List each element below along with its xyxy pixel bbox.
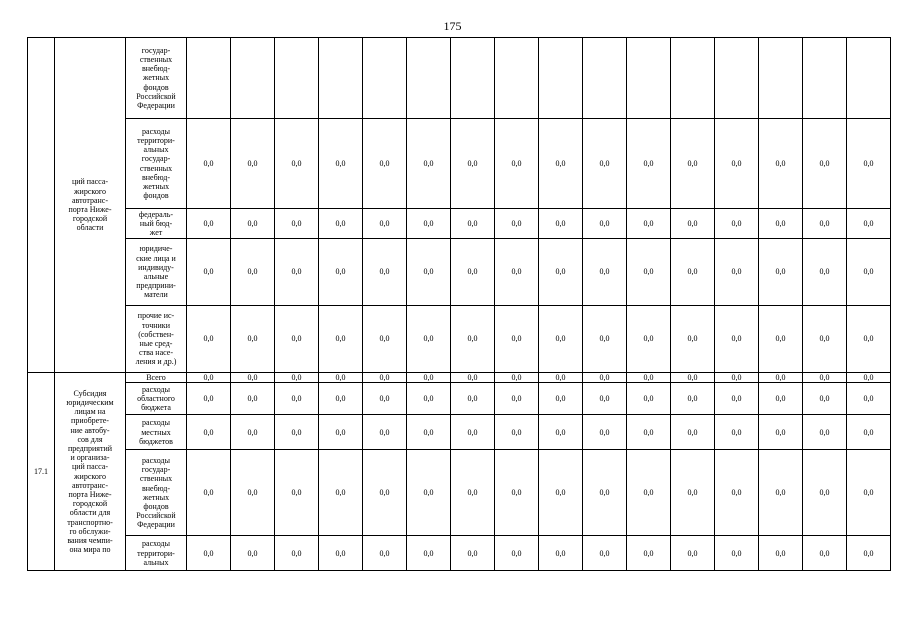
value-cell: 0,0: [495, 450, 539, 536]
value-cell: 0,0: [803, 239, 847, 306]
value-cell: 0,0: [539, 536, 583, 571]
value-cell: 0,0: [715, 239, 759, 306]
value-cell: 0,0: [363, 209, 407, 239]
value-cell: 0,0: [803, 373, 847, 383]
value-cell: 0,0: [583, 415, 627, 450]
value-cell: 0,0: [275, 450, 319, 536]
value-cell: 0,0: [715, 383, 759, 415]
value-cell: 0,0: [319, 306, 363, 373]
value-cell: 0,0: [583, 383, 627, 415]
value-cell: 0,0: [671, 119, 715, 209]
funding-source-cell: расходы территори- альных государ- ственных внебюд- жетных фондов: [126, 119, 187, 209]
value-cell: 0,0: [539, 383, 583, 415]
value-cell: 0,0: [495, 306, 539, 373]
value-cell: 0,0: [407, 306, 451, 373]
value-cell: 0,0: [407, 239, 451, 306]
value-cell: 0,0: [275, 209, 319, 239]
value-cell: 0,0: [803, 306, 847, 373]
value-cell: 0,0: [187, 239, 231, 306]
value-cell: 0,0: [583, 450, 627, 536]
value-cell: 0,0: [627, 415, 671, 450]
value-cell: 0,0: [363, 119, 407, 209]
value-cell: 0,0: [627, 536, 671, 571]
item-description-cell: ций пасса- жирского автотранс- порта Ниже- городской области: [55, 38, 126, 373]
value-cell: 0,0: [847, 306, 891, 373]
table-row: [28, 450, 891, 536]
value-cell: 0,0: [363, 373, 407, 383]
value-cell: 0,0: [319, 119, 363, 209]
value-cell: [495, 38, 539, 119]
value-cell: 0,0: [187, 119, 231, 209]
value-cell: [451, 38, 495, 119]
value-cell: [715, 38, 759, 119]
value-cell: 0,0: [451, 209, 495, 239]
table-row: [28, 373, 891, 383]
item-description-cell: Субсидия юридическим лицам на приобрете- ние автобу- сов для предприятий и организа- ций пасса- жирского автотранс- порта Ниже- городской области для транспортно- го обслужи- вания чемпи- она мира по: [55, 373, 126, 571]
value-cell: [583, 38, 627, 119]
funding-source-cell: федераль- ный бюд- жет: [126, 209, 187, 239]
value-cell: 0,0: [407, 536, 451, 571]
value-cell: 0,0: [319, 239, 363, 306]
value-cell: 0,0: [495, 209, 539, 239]
funding-source-cell: Всего: [126, 373, 187, 383]
value-cell: 0,0: [715, 209, 759, 239]
value-cell: 0,0: [451, 450, 495, 536]
value-cell: 0,0: [319, 373, 363, 383]
value-cell: 0,0: [671, 373, 715, 383]
value-cell: 0,0: [495, 415, 539, 450]
value-cell: 0,0: [671, 415, 715, 450]
value-cell: 0,0: [539, 415, 583, 450]
value-cell: [363, 38, 407, 119]
value-cell: 0,0: [407, 119, 451, 209]
value-cell: 0,0: [759, 536, 803, 571]
value-cell: 0,0: [275, 119, 319, 209]
value-cell: 0,0: [231, 536, 275, 571]
value-cell: 0,0: [187, 383, 231, 415]
funding-source-cell: государ- ственных внебюд- жетных фондов Российской Федерации: [126, 38, 187, 119]
funding-source-cell: расходы областного бюджета: [126, 383, 187, 415]
item-code-cell: 17.1: [28, 373, 55, 571]
value-cell: 0,0: [627, 306, 671, 373]
value-cell: 0,0: [803, 209, 847, 239]
value-cell: 0,0: [231, 383, 275, 415]
value-cell: 0,0: [803, 415, 847, 450]
value-cell: [407, 38, 451, 119]
value-cell: 0,0: [363, 415, 407, 450]
value-cell: 0,0: [583, 119, 627, 209]
value-cell: 0,0: [759, 239, 803, 306]
value-cell: 0,0: [715, 450, 759, 536]
value-cell: 0,0: [363, 383, 407, 415]
value-cell: 0,0: [803, 119, 847, 209]
value-cell: 0,0: [583, 209, 627, 239]
value-cell: 0,0: [759, 450, 803, 536]
page-number: 175: [443, 19, 462, 33]
value-cell: 0,0: [847, 209, 891, 239]
funding-source-cell: юридиче- ские лица и индивиду- альные предприни- матели: [126, 239, 187, 306]
value-cell: 0,0: [319, 415, 363, 450]
value-cell: 0,0: [275, 306, 319, 373]
value-cell: 0,0: [759, 119, 803, 209]
value-cell: 0,0: [583, 536, 627, 571]
value-cell: [275, 38, 319, 119]
value-cell: [847, 38, 891, 119]
value-cell: 0,0: [671, 536, 715, 571]
funding-source-cell: расходы государ- ственных внебюд- жетных фондов Российской Федерации: [126, 450, 187, 536]
value-cell: 0,0: [319, 383, 363, 415]
table-row: [28, 383, 891, 415]
value-cell: 0,0: [187, 209, 231, 239]
value-cell: [319, 38, 363, 119]
value-cell: 0,0: [451, 119, 495, 209]
value-cell: 0,0: [803, 450, 847, 536]
value-cell: 0,0: [539, 119, 583, 209]
value-cell: 0,0: [847, 119, 891, 209]
value-cell: 0,0: [231, 119, 275, 209]
value-cell: 0,0: [759, 415, 803, 450]
table-row: [28, 415, 891, 450]
value-cell: 0,0: [671, 209, 715, 239]
funding-source-cell: расходы местных бюджетов: [126, 415, 187, 450]
item-code-cell: [28, 38, 55, 373]
value-cell: 0,0: [847, 415, 891, 450]
value-cell: 0,0: [671, 383, 715, 415]
value-cell: 0,0: [187, 373, 231, 383]
value-cell: 0,0: [231, 306, 275, 373]
value-cell: 0,0: [363, 450, 407, 536]
value-cell: 0,0: [319, 450, 363, 536]
value-cell: 0,0: [847, 239, 891, 306]
value-cell: [803, 38, 847, 119]
value-cell: 0,0: [583, 373, 627, 383]
value-cell: 0,0: [803, 536, 847, 571]
value-cell: 0,0: [715, 373, 759, 383]
value-cell: 0,0: [407, 373, 451, 383]
value-cell: 0,0: [759, 306, 803, 373]
value-cell: 0,0: [231, 415, 275, 450]
value-cell: 0,0: [451, 239, 495, 306]
value-cell: 0,0: [715, 536, 759, 571]
value-cell: 0,0: [407, 415, 451, 450]
value-cell: 0,0: [187, 306, 231, 373]
value-cell: 0,0: [495, 239, 539, 306]
value-cell: 0,0: [319, 209, 363, 239]
value-cell: 0,0: [407, 209, 451, 239]
value-cell: [231, 38, 275, 119]
value-cell: [187, 38, 231, 119]
value-cell: 0,0: [275, 415, 319, 450]
value-cell: 0,0: [451, 306, 495, 373]
table-row: [28, 536, 891, 571]
value-cell: [671, 38, 715, 119]
value-cell: 0,0: [231, 239, 275, 306]
value-cell: 0,0: [495, 536, 539, 571]
value-cell: 0,0: [627, 239, 671, 306]
value-cell: 0,0: [495, 119, 539, 209]
value-cell: 0,0: [759, 383, 803, 415]
value-cell: 0,0: [187, 536, 231, 571]
value-cell: 0,0: [671, 306, 715, 373]
table-row: [28, 239, 891, 306]
value-cell: [627, 38, 671, 119]
value-cell: 0,0: [715, 119, 759, 209]
value-cell: 0,0: [847, 450, 891, 536]
value-cell: 0,0: [451, 373, 495, 383]
value-cell: 0,0: [627, 209, 671, 239]
value-cell: 0,0: [583, 239, 627, 306]
value-cell: 0,0: [583, 306, 627, 373]
value-cell: 0,0: [539, 306, 583, 373]
table-row: [28, 119, 891, 209]
value-cell: 0,0: [715, 306, 759, 373]
value-cell: 0,0: [451, 536, 495, 571]
value-cell: 0,0: [187, 415, 231, 450]
value-cell: 0,0: [407, 450, 451, 536]
value-cell: 0,0: [847, 536, 891, 571]
funding-source-cell: прочие ис- точники (собствен- ные сред- ства насе- ления и др.): [126, 306, 187, 373]
value-cell: 0,0: [539, 450, 583, 536]
value-cell: 0,0: [275, 239, 319, 306]
value-cell: [759, 38, 803, 119]
value-cell: 0,0: [231, 209, 275, 239]
budget-table: [27, 37, 891, 571]
value-cell: 0,0: [495, 373, 539, 383]
value-cell: 0,0: [671, 239, 715, 306]
value-cell: 0,0: [671, 450, 715, 536]
value-cell: 0,0: [231, 373, 275, 383]
value-cell: 0,0: [539, 239, 583, 306]
value-cell: 0,0: [451, 383, 495, 415]
value-cell: 0,0: [847, 383, 891, 415]
table-row: [28, 209, 891, 239]
value-cell: 0,0: [187, 450, 231, 536]
value-cell: 0,0: [715, 415, 759, 450]
value-cell: 0,0: [627, 450, 671, 536]
value-cell: 0,0: [627, 119, 671, 209]
value-cell: [539, 38, 583, 119]
value-cell: 0,0: [407, 383, 451, 415]
value-cell: 0,0: [275, 536, 319, 571]
value-cell: 0,0: [539, 209, 583, 239]
value-cell: 0,0: [627, 383, 671, 415]
value-cell: 0,0: [627, 373, 671, 383]
value-cell: 0,0: [495, 383, 539, 415]
table-row: [28, 306, 891, 373]
value-cell: 0,0: [451, 415, 495, 450]
value-cell: 0,0: [363, 536, 407, 571]
value-cell: 0,0: [803, 383, 847, 415]
table-row: [28, 38, 891, 119]
value-cell: 0,0: [231, 450, 275, 536]
value-cell: 0,0: [363, 306, 407, 373]
value-cell: 0,0: [275, 383, 319, 415]
value-cell: 0,0: [363, 239, 407, 306]
value-cell: 0,0: [847, 373, 891, 383]
value-cell: 0,0: [539, 373, 583, 383]
funding-source-cell: расходы территори- альных: [126, 536, 187, 571]
value-cell: 0,0: [759, 209, 803, 239]
value-cell: 0,0: [319, 536, 363, 571]
value-cell: 0,0: [759, 373, 803, 383]
value-cell: 0,0: [275, 373, 319, 383]
